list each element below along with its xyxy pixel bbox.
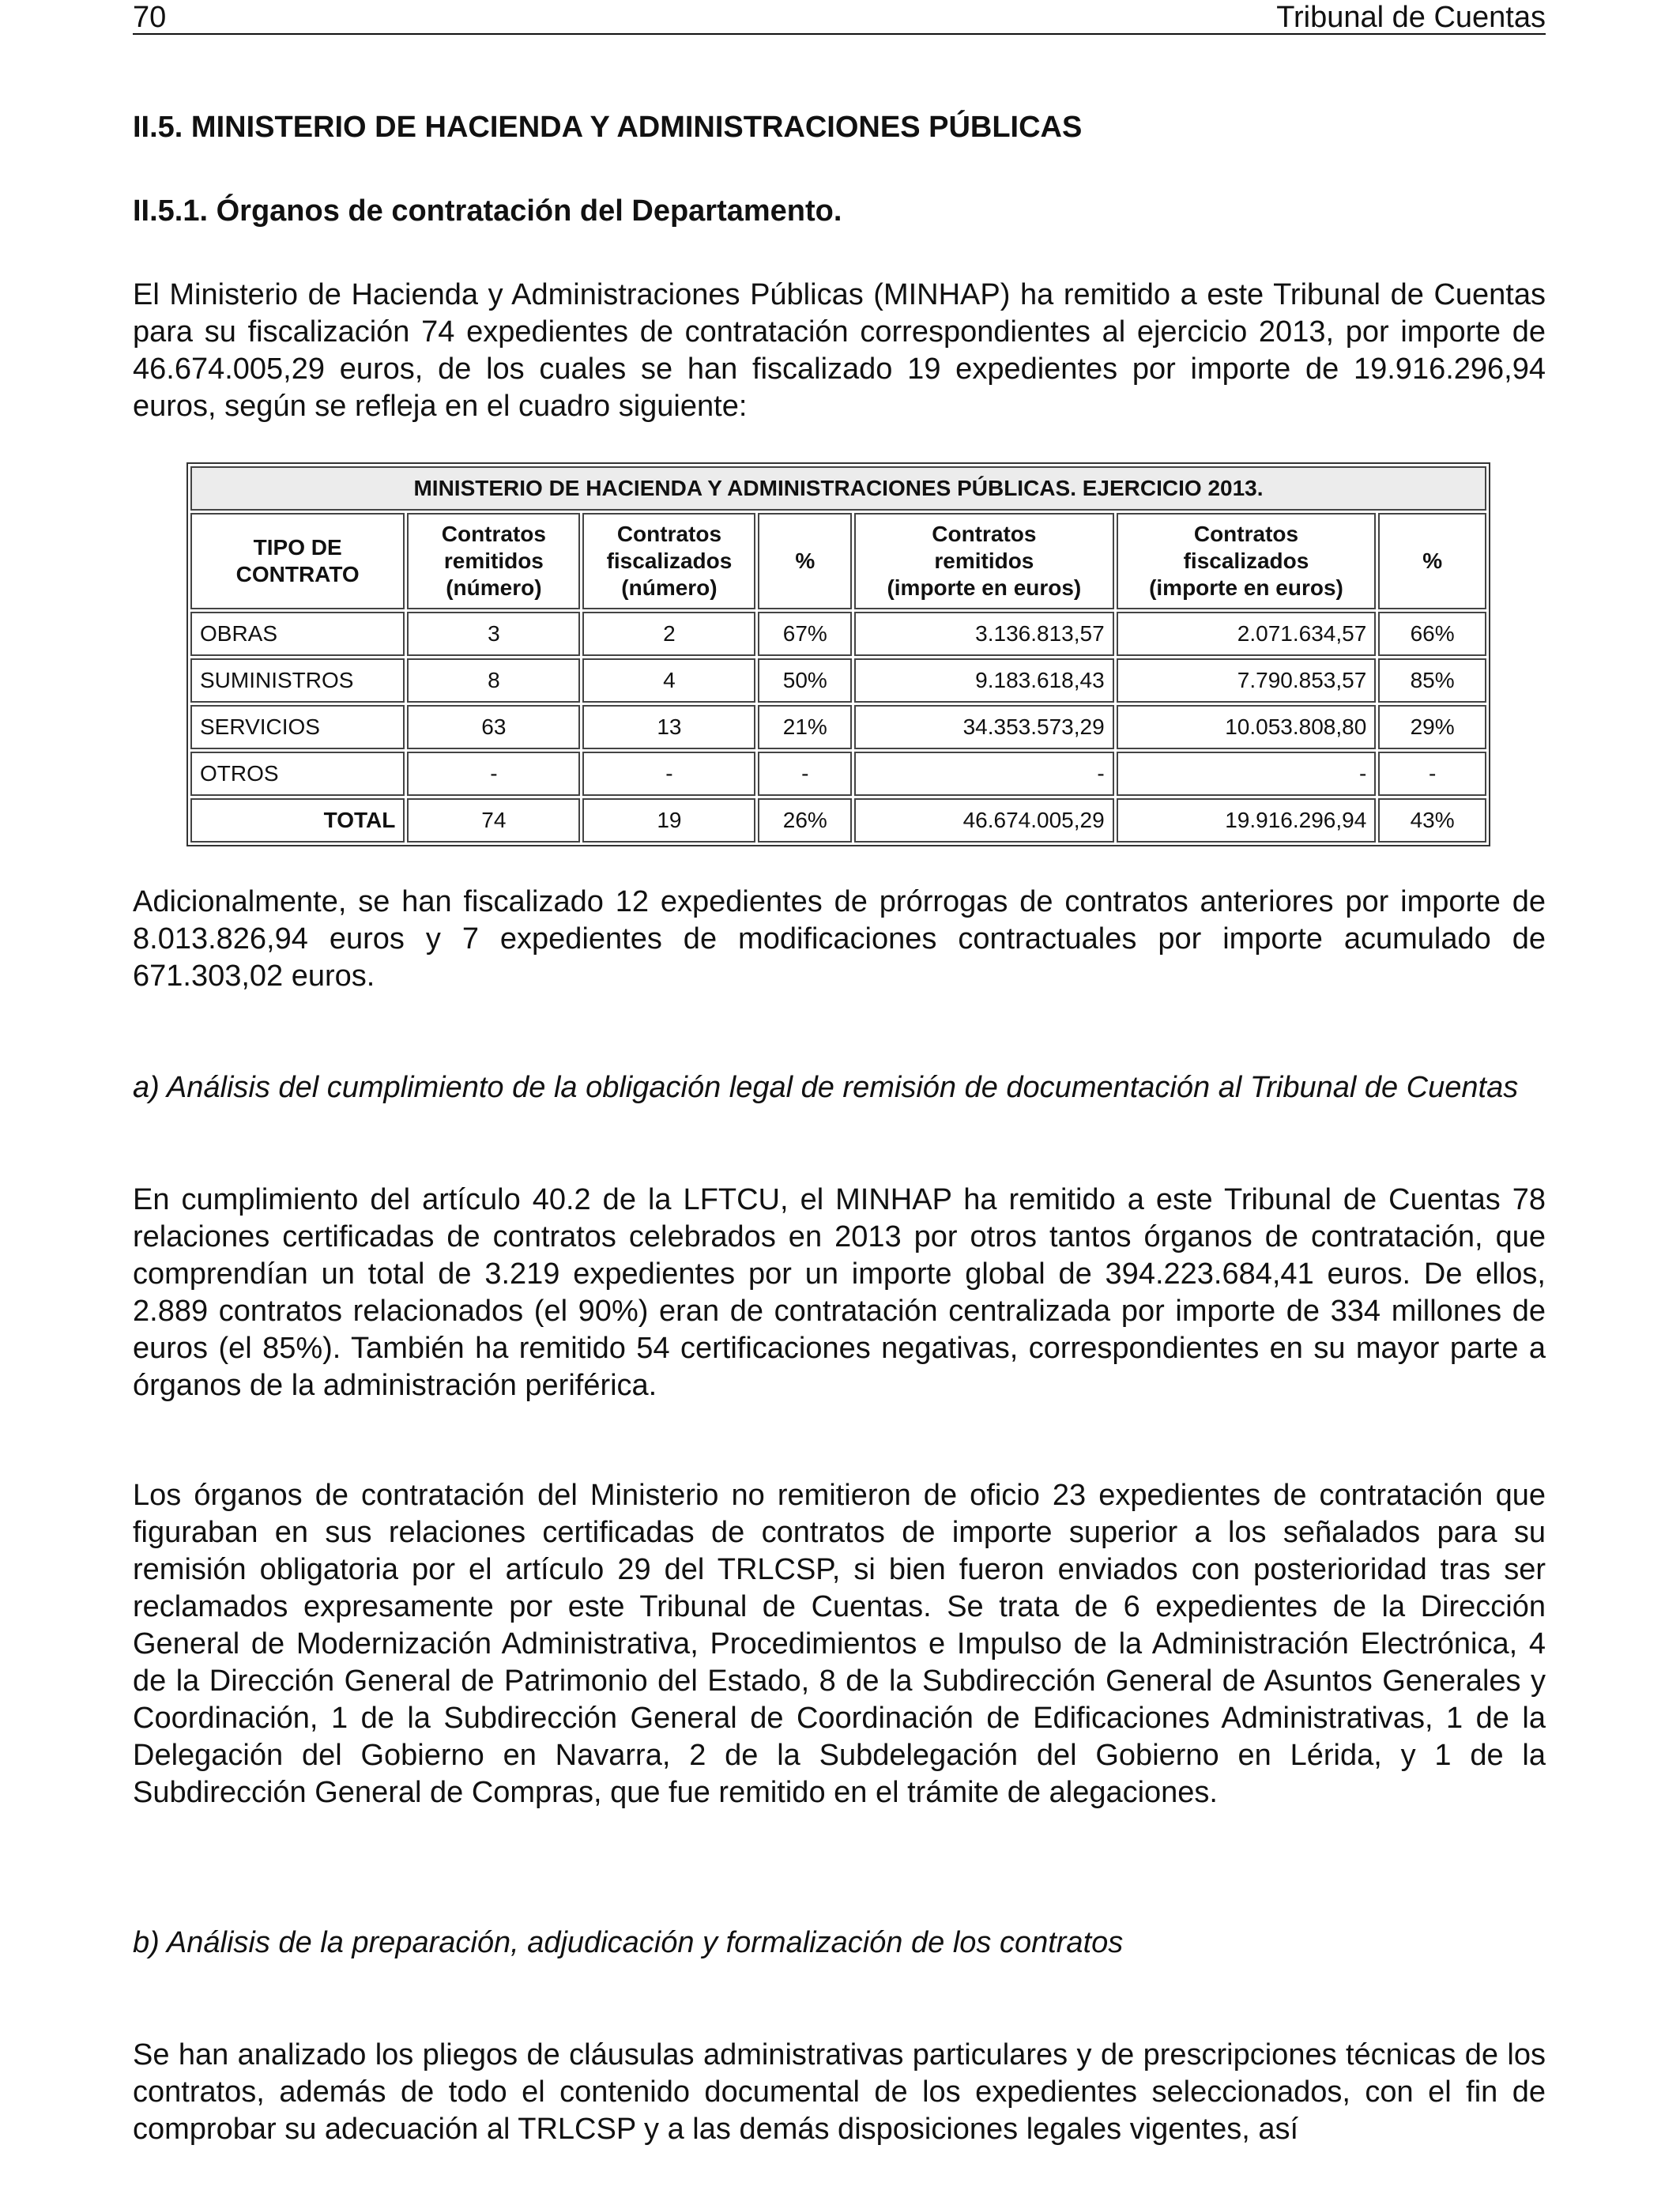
cell-fis-num: 2 xyxy=(582,612,755,656)
cell-pct-imp: 29% xyxy=(1378,705,1486,749)
section-title: II.5. MINISTERIO DE HACIENDA Y ADMINISTRACIONES PÚBLICAS xyxy=(133,111,1083,144)
cell-fis-imp: 2.071.634,57 xyxy=(1117,612,1377,656)
table-row xyxy=(190,752,1486,796)
cell-tipo: SERVICIOS xyxy=(190,705,405,749)
cell-rem-num: 8 xyxy=(407,658,580,703)
cell-fis-imp: 10.053.808,80 xyxy=(1117,705,1377,749)
cell-rem-num: 74 xyxy=(407,798,580,843)
cell-fis-imp: 19.916.296,94 xyxy=(1117,798,1377,843)
subsection-title: II.5.1. Órganos de contratación del Departamento. xyxy=(133,194,842,228)
cell-rem-imp: 9.183.618,43 xyxy=(854,658,1114,703)
cell-fis-num: - xyxy=(582,752,755,796)
cell-pct-imp: 66% xyxy=(1378,612,1486,656)
cell-fis-num: 13 xyxy=(582,705,755,749)
cell-fis-imp: - xyxy=(1117,752,1377,796)
cell-rem-num: 63 xyxy=(407,705,580,749)
header-fiscalizados-numero: Contratos fiscalizados (número) xyxy=(582,513,755,609)
cell-rem-imp: 46.674.005,29 xyxy=(854,798,1114,843)
cell-pct-num: 67% xyxy=(758,612,852,656)
cell-rem-imp: 34.353.573,29 xyxy=(854,705,1114,749)
cell-rem-imp: - xyxy=(854,752,1114,796)
cell-fis-num: 4 xyxy=(582,658,755,703)
header-tipo: TIPO DE CONTRATO xyxy=(190,513,405,609)
cell-rem-num: - xyxy=(407,752,580,796)
header-fiscalizados-importe: Contratos fiscalizados (importe en euros) xyxy=(1117,513,1377,609)
cell-pct-num: 26% xyxy=(758,798,852,843)
page-header xyxy=(133,2,1546,35)
running-title: Tribunal de Cuentas xyxy=(1276,1,1546,34)
table-header-row xyxy=(190,513,1486,609)
analysis-paragraph: Se han analizado los pliegos de cláusulas administrativas particulares y de prescripciones técnicas de los contratos, además de todo el contenido documental de los expedientes seleccionados, con el fin de comprobar su adecuación al TRLCSP y a las demás disposiciones legales vigentes, así xyxy=(133,2038,1546,2146)
table-total-row xyxy=(190,798,1486,843)
header-remitidos-numero: Contratos remitidos (número) xyxy=(407,513,580,609)
cell-pct-num: 21% xyxy=(758,705,852,749)
cell-rem-imp: 3.136.813,57 xyxy=(854,612,1114,656)
table-row xyxy=(190,705,1486,749)
table-title: MINISTERIO DE HACIENDA Y ADMINISTRACIONES PÚBLICAS. EJERCICIO 2013. xyxy=(190,466,1486,511)
header-remitidos-importe: Contratos remitidos (importe en euros) xyxy=(854,513,1114,609)
additional-paragraph: Adicionalmente, se han fiscalizado 12 expedientes de prórrogas de contratos anteriores por importe de 8.013.826,94 euros y 7 expedientes de modificaciones contractuales por importe acumulado de 671.303,02 euros. xyxy=(133,885,1546,993)
cell-total-label: TOTAL xyxy=(190,798,405,843)
cell-pct-imp: 85% xyxy=(1378,658,1486,703)
cell-tipo: SUMINISTROS xyxy=(190,658,405,703)
section-b-heading: b) Análisis de la preparación, adjudicación y formalización de los contratos xyxy=(133,1926,1124,1959)
cell-pct-imp: - xyxy=(1378,752,1486,796)
cell-tipo: OTROS xyxy=(190,752,405,796)
table-row xyxy=(190,658,1486,703)
compliance-paragraph: En cumplimiento del artículo 40.2 de la LFTCU, el MINHAP ha remitido a este Tribunal de Cuentas 78 relaciones certificadas de contratos celebrados en 2013 por otros tantos órganos de contratación, que comprendían un total de 3.219 expedientes por un importe global de 394.223.684,41 euros. De ellos, 2.889 contratos relacionados (el 90%) eran de contratación centralizada por importe de 334 millones de euros (el 85%). También ha remitido 54 certificaciones negativas, correspondientes en su mayor parte a órganos de la administración periférica. xyxy=(133,1183,1546,1402)
cell-pct-num: 50% xyxy=(758,658,852,703)
contracts-table xyxy=(186,462,1490,846)
header-pct-numero: % xyxy=(758,513,852,609)
cell-tipo: OBRAS xyxy=(190,612,405,656)
cell-fis-num: 19 xyxy=(582,798,755,843)
cell-pct-imp: 43% xyxy=(1378,798,1486,843)
page-number: 70 xyxy=(133,1,167,34)
cell-rem-num: 3 xyxy=(407,612,580,656)
cell-fis-imp: 7.790.853,57 xyxy=(1117,658,1377,703)
section-a-heading: a) Análisis del cumplimiento de la obligación legal de remisión de documentación al Tribunal de Cuentas xyxy=(133,1071,1519,1104)
cell-pct-num: - xyxy=(758,752,852,796)
intro-paragraph: El Ministerio de Hacienda y Administraciones Públicas (MINHAP) ha remitido a este Tribunal de Cuentas para su fiscalización 74 expedientes de contratación correspondientes al ejercicio 2013, por importe de 46.674.005,29 euros, de los cuales se han fiscalizado 19 expedientes por importe de 19.916.296,94 euros, según se refleja en el cuadro siguiente: xyxy=(133,278,1546,423)
header-pct-importe: % xyxy=(1378,513,1486,609)
table-row xyxy=(190,612,1486,656)
organs-paragraph: Los órganos de contratación del Ministerio no remitieron de oficio 23 expedientes de contratación que figuraban en sus relaciones certificadas de contratos de importe superior a los señalados para su remisión obligatoria por el artículo 29 del TRLCSP, si bien fueron enviados con posterioridad tras ser reclamados expresamente por este Tribunal de Cuentas. Se trata de 6 expedientes de la Dirección General de Modernización Administrativa, Procedimientos e Impulso de la Administración Electrónica, 4 de la Dirección General de Patrimonio del Estado, 8 de la Subdirección General de Asuntos Generales y Coordinación, 1 de la Subdirección General de Coordinación de Edificaciones Administrativas, 1 de la Delegación del Gobierno en Navarra, 2 de la Subdelegación del Gobierno en Lérida, y 1 de la Subdirección General de Compras, que fue remitido en el trámite de alegaciones. xyxy=(133,1479,1546,1809)
